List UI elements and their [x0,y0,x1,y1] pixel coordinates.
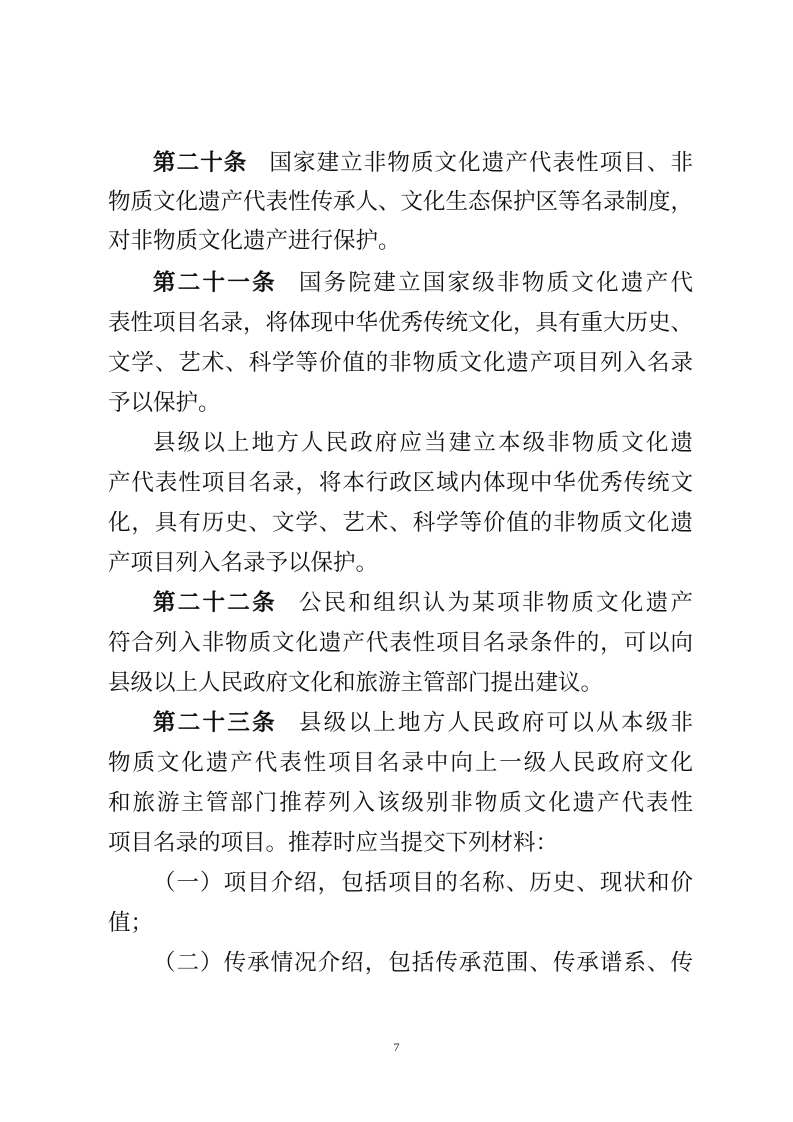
article-23-line-3: 和旅游主管部门推荐列入该级别非物质文化遗产代表性 [108,790,693,816]
article-21-line-2: 表性项目名录，将体现中华优秀传统文化，具有重大历史、 [108,310,694,336]
article-22-text: 公民和组织认为某项非物质文化遗产 [298,590,693,616]
article-22-line-3: 县级以上人民政府文化和旅游主管部门提出建议。 [108,670,604,696]
article-23-item-1-line-2: 值； [108,910,154,936]
article-20-line-1 [153,148,693,178]
article-23-line-2: 物质文化遗产代表性项目名录中向上一级人民政府文化 [108,750,693,776]
article-21-para2-line-3: 化，具有历史、文学、艺术、科学等价值的非物质文化遗 [108,510,693,536]
article-20-text: 国家建立非物质文化遗产代表性项目、非 [269,150,693,176]
article-21-para2-line-4: 产项目列入名录予以保护。 [108,550,379,576]
article-23-line-1 [153,708,693,738]
article-23-line-4: 项目名录的项目。推荐时应当提交下列材料： [108,830,559,856]
article-23-item-2-line-1: （二）传承情况介绍，包括传承范围、传承谱系、传 [153,950,693,976]
page-number: 7 [393,1040,400,1054]
article-21-para2-line-1: 县级以上地方人民政府应当建立本级非物质文化遗 [153,430,693,456]
article-20-line-2: 物质文化遗产代表性传承人、文化生态保护区等名录制度， [108,189,694,215]
article-20-number: 第二十条 [153,150,248,176]
article-22-number: 第二十二条 [153,590,277,616]
article-22-line-2: 符合列入非物质文化遗产代表性项目名录条件的，可以向 [108,630,693,656]
article-21-number: 第二十一条 [153,270,277,296]
article-23-text: 县级以上地方人民政府可以从本级非 [298,710,693,736]
article-20-line-3: 对非物质文化遗产进行保护。 [108,228,401,254]
article-21-para2-line-2: 产代表性项目名录，将本行政区域内体现中华优秀传统文 [108,470,693,496]
article-22-line-1 [153,588,693,618]
article-21-line-3: 文学、艺术、科学等价值的非物质文化遗产项目列入名录 [108,350,693,376]
article-21-line-1 [153,268,693,298]
article-23-number: 第二十三条 [153,710,277,736]
article-21-text: 国务院建立国家级非物质文化遗产代 [298,270,693,296]
article-21-line-4: 予以保护。 [108,390,221,416]
article-23-item-1-line-1: （一）项目介绍，包括项目的名称、历史、现状和价 [153,870,693,896]
